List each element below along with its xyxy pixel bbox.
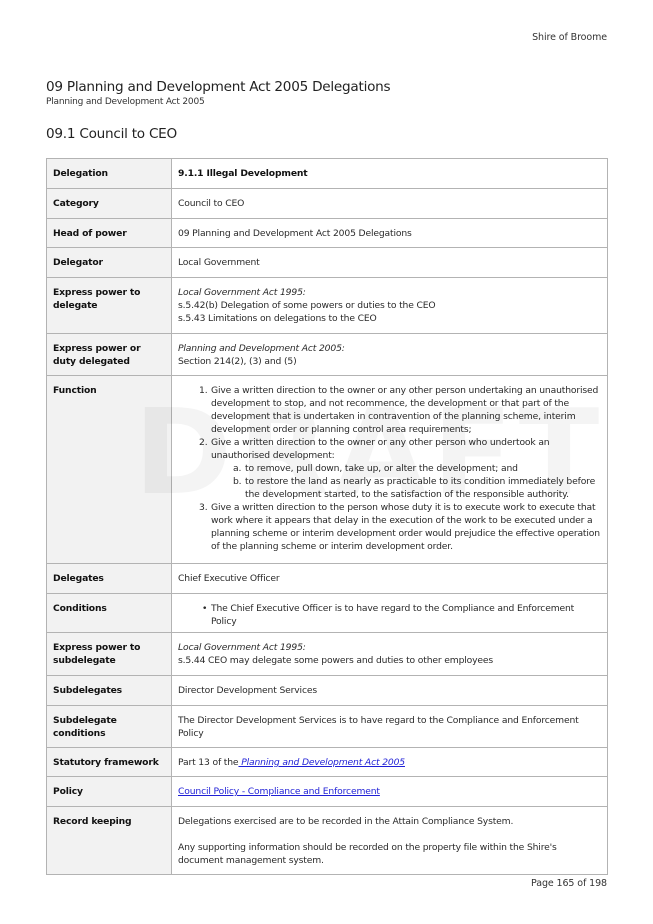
delegation-table [46,158,608,875]
record-keeping-paragraph: Delegations exercised are to be recorded in the Attain Compliance System. [178,816,514,827]
statutory-framework-value [172,748,608,777]
table-row-subdelegates [47,676,608,706]
record-keeping-paragraph: Any supporting information should be recorded on the property file within the Shire's document management system. [178,842,557,866]
row-label: Conditions [47,594,172,633]
row-label: Delegation [47,159,172,189]
row-label: Category [47,189,172,219]
function-item [200,501,601,553]
table-row-express-power-delegated [47,334,608,376]
document-title: 09 Planning and Development Act 2005 Delegations [46,79,391,95]
item-number: 3. [199,502,208,513]
compliance-policy-link[interactable]: Council Policy - Compliance and Enforcement [178,786,380,797]
subdelegate-conditions-value: The Director Development Services is to have regard to the Compliance and Enforcement Policy [172,706,608,748]
item-text: Give a written direction to the owner or any other person who undertook an unauthorised development: [211,437,550,461]
page-number: Page 165 of 198 [531,878,607,889]
section-line: Section 214(2), (3) and (5) [178,356,297,367]
table-row-delegation [47,159,608,189]
row-label: Delegator [47,248,172,278]
table-row-express-power-to-delegate [47,278,608,334]
function-item [200,436,601,501]
subitem-letter: b. [233,476,242,487]
express-power-to-subdelegate-value [172,633,608,676]
row-label: Express power to delegate [47,278,172,334]
policy-value [172,777,608,807]
function-list [178,384,601,553]
subitem-text: to remove, pull down, take up, or alter the development; and [245,463,518,474]
table-row-record-keeping [47,807,608,875]
statutory-prefix: Part 13 of the [178,757,239,768]
condition-text: The Chief Executive Officer is to have regard to the Compliance and Enforcement Policy [211,603,575,627]
page-header-organisation: Shire of Broome [532,32,607,43]
item-text: Give a written direction to the owner or any other person undertaking an unauthorised development to stop, and not recommence, the development or that part of the development that is undertaken in contravention of the planning scheme, interim development order or planning control area requirements; [211,385,599,435]
table-row-category [47,189,608,219]
delegator-value: Local Government [172,248,608,278]
table-row-subdelegate-conditions [47,706,608,748]
row-label: Subdelegates [47,676,172,706]
table-row-delegates [47,564,608,594]
item-number: 2. [199,437,208,448]
section-line: s.5.42(b) Delegation of some powers or duties to the CEO [178,300,436,311]
bullet-icon: • [202,603,208,614]
act-name: Local Government Act 1995: [178,642,306,653]
item-text: Give a written direction to the person whose duty it is to execute work to execute that work where it appears that delay in the execution of the work to be executed under a planning scheme or interim development order would prejudice the effective operation of the planning scheme or interim development order. [211,502,600,552]
category-value: Council to CEO [172,189,608,219]
table-row-policy [47,777,608,807]
subdelegates-value: Director Development Services [172,676,608,706]
express-power-delegated-value [172,334,608,376]
conditions-list [178,602,601,628]
subitem-letter: a. [233,463,242,474]
row-label: Function [47,376,172,564]
table-row-express-power-to-subdelegate [47,633,608,676]
record-keeping-value [172,807,608,875]
row-label: Express power or duty delegated [47,334,172,376]
paragraph-spacer [178,828,601,841]
act-name: Planning and Development Act 2005: [178,343,345,354]
table-row-function [47,376,608,564]
function-sublist [211,462,601,501]
row-label: Express power to subdelegate [47,633,172,676]
function-item [200,384,601,436]
head-of-power-value: 09 Planning and Development Act 2005 Delegations [172,219,608,248]
row-label: Head of power [47,219,172,248]
table-row-delegator [47,248,608,278]
function-subitem [234,475,601,501]
express-power-to-delegate-value [172,278,608,334]
section-line: s.5.43 Limitations on delegations to the CEO [178,313,377,324]
row-label: Delegates [47,564,172,594]
section-line: s.5.44 CEO may delegate some powers and duties to other employees [178,655,494,666]
section-title: 09.1 Council to CEO [46,126,177,142]
table-row-statutory-framework [47,748,608,777]
row-label: Policy [47,777,172,807]
row-label: Statutory framework [47,748,172,777]
subitem-text: to restore the land as nearly as practicable to its condition immediately before the development started, to the satisfaction of the responsible authority. [245,476,596,500]
row-label: Subdelegate conditions [47,706,172,748]
conditions-value [172,594,608,633]
function-subitem [234,462,601,475]
item-number: 1. [199,385,208,396]
document-subtitle: Planning and Development Act 2005 [46,97,205,107]
delegation-name: 9.1.1 Illegal Development [172,159,608,189]
condition-item [202,602,601,628]
table-row-head-of-power [47,219,608,248]
table-row-conditions [47,594,608,633]
function-value [172,376,608,564]
row-label: Record keeping [47,807,172,875]
planning-act-link[interactable]: Planning and Development Act 2005 [238,757,405,768]
delegates-value: Chief Executive Officer [172,564,608,594]
act-name: Local Government Act 1995: [178,287,306,298]
